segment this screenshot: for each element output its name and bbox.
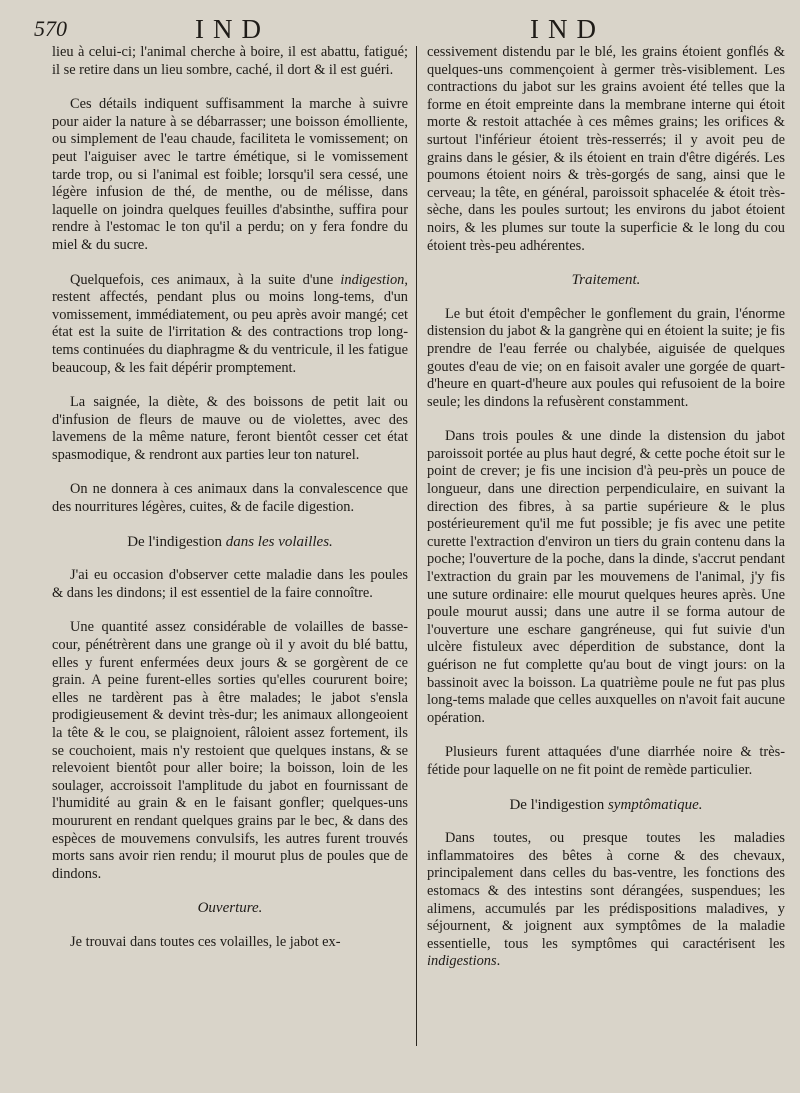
running-head-right: IND	[530, 14, 605, 44]
paragraph: On ne donnera à ces animaux dans la convalescence que des nourritures légères, cuites, & de facile digestion.	[52, 481, 408, 516]
page-header	[0, 10, 800, 44]
section-heading: Traitement.	[571, 272, 641, 289]
page-number: 570	[34, 16, 67, 41]
paragraph: lieu à celui-ci; l'animal cherche à boire, il est abattu, fatigué; il se retire dans un lieu sombre, caché, il dort & il est guéri.	[52, 44, 408, 78]
paragraph: Quelquefois, ces animaux, à la suite d'une indigestion, restent affectés, pendant plus ou moins long-tems, d'un vomissement, immédiatement, ou peu après avoir mangé; cet état est la suite de l'irritation & des contractions trop long-tems continuées du diaphragme & du ventricule, il les fatigue beaucoup, & les fait dépérir promptement.	[52, 271, 408, 376]
paragraph: La saignée, la diète, & des boissons de petit lait ou d'infusion de fleurs de mauve ou de violettes, avec des lavemens de la même nature, feront bientôt cesser cet état spasmodique, & rendront aux parties leur ton naturel.	[52, 394, 408, 463]
paragraph: Ces détails indiquent suffisamment la marche à suivre pour aider la nature à se débarrasser; une boisson émolliente, ou simplement de l'eau chaude, faciliteta le vomissement; on peut l'aiguiser avec le tartre émétique, si le vomissement tarde trop, ou si l'animal est foible; lorsqu'il sera cessé, une légère infusion de thé, de menthe, ou de mélisse, dans laquelle on joindra quelques feuilles d'absinthe, suffira pour rendre à l'estomac le ton qu'il a perdu; on y fera fondre du miel & du sucre.	[52, 96, 408, 253]
paragraph: Une quantité assez considérable de volailles de basse-cour, pénétrèrent dans une grange où il y avoit du blé battu, elles y furent enfermées deux jours & se gorgèrent de ce grain. A peine furent-elles sorties qu'elles coururent boire; elles ne tardèrent pas à être malades; le jabot s'ensla prodigieusement & devint très-dur; les animaux allongeoient la tête & le cou, se plaignoient, râloient assez fortement, ils se couchoient, mais n'y restoient que quelques instans, & se relevoient bientôt pour aller boire; la boisson, loin de les soulager, accroissoit l'amplitude du jabot en fournissant de l'humidité au grain & en le faisant gonfler; quelques-uns moururent en rendant quelques grains par le bec, & dans des espèces de mouvemens convulsifs, les autres furent trouvés morts sans avoir rien rendu; il mourut plus de poules que de dindons.	[52, 619, 408, 882]
paragraph: Plusieurs furent attaquées d'une diarrhée noire & très-fétide pour laquelle on ne fit point de remède particulier.	[427, 744, 785, 778]
section-heading: De l'indigestion symptômatique.	[509, 796, 703, 813]
paragraph: Je trouvai dans toutes ces volailles, le jabot ex-	[70, 933, 341, 950]
column-divider	[416, 46, 417, 1046]
paragraph: J'ai eu occasion d'observer cette maladie dans les poules & dans les dindons; il est essentiel de la faire connoître.	[52, 567, 408, 601]
paragraph: cessivement distendu par le blé, les grains étoient gonflés & quelques-uns commençoient à germer très-visiblement. Les contractions du jabot sur les grains avoient été telles que la forme en étoit empreinte dans la membrane interne qui étoit morte & restoit attachée à ces mêmes grains; les orifices & surtout l'inférieur étoient très-resserrés; il y avoit peu de grains dans le gésier, & ils étoient en train d'être digérés. Les poumons étoient noirs & très-gorgés de sang, ainsi que le cerveau; la tête, en général, paroissoit sphacelée & étoit très-sèche, dans les poules surtout; les environs du jabot étoient noirs, & les plumes sur toute la superficie & le long du cou étoient très-peu adhérentes.	[427, 44, 785, 254]
paragraph: Dans trois poules & une dinde la distension du jabot paroissoit portée au plus haut degré, & cette poche étoit sur le point de crever; je fis une incision d'à peu-près un pouce de longueur, dans une direction perpendiculaire, en suivant la direction des fibres, à sa partie supérieure & le plus postérieurement qu'il me fut possible; je fis avec une petite curette l'extraction d'environ un tiers du grain contenu dans la poche; l'ouverture de la poche, dans la dinde, s'accrut pendant l'extraction du grain par les mouvemens de l'animal, j'y fis une suture ordinaire: elle mourut quelques heures après. Une poule mourut aussi; dans une autre il se forma autour de l'ouverture une eschare gangréneuse, qui fut suivie d'un ulcère fistuleux avec déperdition de substance, dont la guérison ne fut complette qu'au bout de vingt jours: on la bassinoit avec la boisson. La quatrième poule ne fut pas plus long-tems malade que celles auxquelles on n'avoit fait aucune opération.	[427, 428, 785, 726]
right-column	[427, 44, 785, 1054]
running-head-left: IND	[195, 14, 270, 44]
paragraph: Dans toutes, ou presque toutes les maladies inflammatoires des bêtes à corne & des chevaux, principalement dans celles du bas-ventre, les fonctions des estomacs & des intestins sont dérangées, suspendues; les alimens, accumulés par les prédispositions maladives, y séjournent, & joignent aux symptômes de la maladie essentielle, tous les symptômes qui caractérisent les indigestions.	[427, 830, 785, 970]
section-heading: De l'indigestion dans les volailles.	[127, 533, 333, 550]
left-column	[52, 44, 408, 1054]
section-heading: Ouverture.	[197, 900, 263, 917]
paragraph: Le but étoit d'empêcher le gonflement du grain, l'énorme distension du jabot & la gangrène qui en étoient la suite; je fis prendre de l'eau ferrée ou chalybée, aiguisée de quelques goutes d'eau de vie; on en faisoit avaler une gorgée de quart-d'heure en quart-d'heure aux poules qui refusoient de la boire seule; les dindons la refusèrent constamment.	[427, 305, 785, 410]
